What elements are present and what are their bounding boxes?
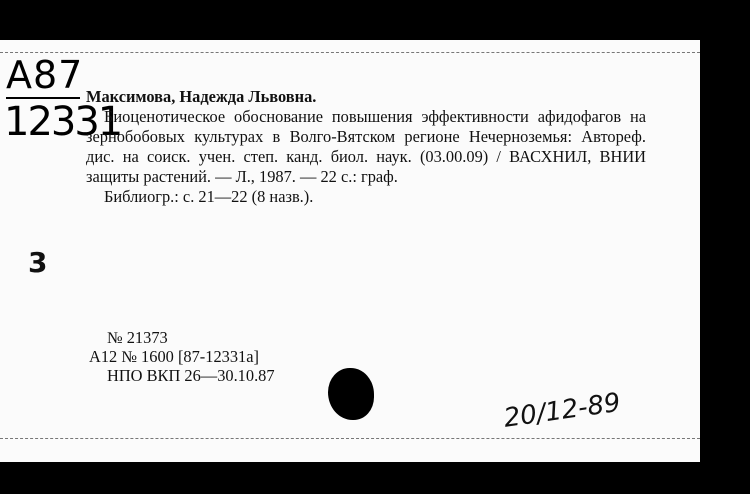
accession-number: А12 № 1600 [87-12331а] bbox=[89, 347, 259, 366]
accession-block bbox=[89, 328, 275, 385]
record-number: № 21373 bbox=[107, 328, 168, 347]
handwritten-note: 20/12-89 bbox=[501, 387, 623, 434]
ink-blot bbox=[328, 368, 374, 420]
author-heading: Максимова, Надежда Львовна. bbox=[86, 87, 317, 106]
call-number: А87 bbox=[6, 53, 84, 97]
bibliographic-entry bbox=[86, 87, 646, 207]
bibliography-note: Библиогр.: с. 21—22 (8 назв.). bbox=[104, 187, 314, 206]
card-bottom-perforation bbox=[0, 438, 700, 439]
card-top-perforation bbox=[0, 52, 700, 53]
number-stamp: 12331 bbox=[4, 99, 122, 145]
title-and-details: Биоценотическое обоснование повышения эффективности афидофагов на зернобобовых культурах в Волго-Вятском регионе Нечерноземья: Автореф. дис. на соиск. учен. степ. канд. биол. наук. (03.00.09) / ВАСХНИЛ, ВНИИ защиты растений. — Л., 1987. — 22 с.: граф. bbox=[86, 107, 646, 186]
side-mark: 3 bbox=[28, 246, 48, 279]
org-line: НПО ВКП 26—30.10.87 bbox=[107, 366, 275, 385]
